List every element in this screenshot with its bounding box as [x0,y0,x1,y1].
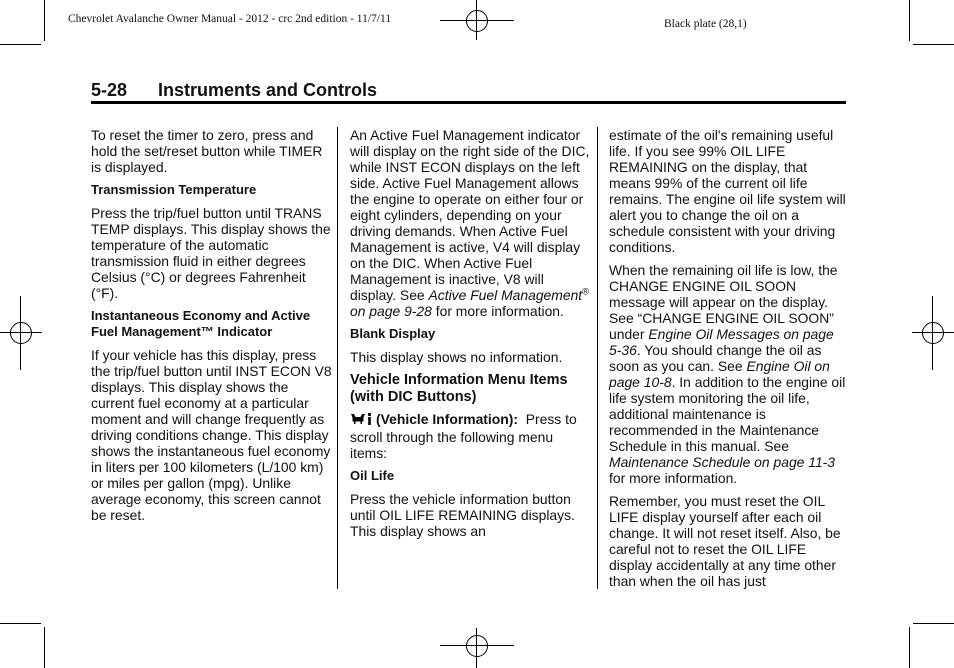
link-page: on page 9‑28 [350,303,432,319]
paragraph [350,127,590,319]
crop-mark [0,44,41,45]
subheading: Blank Display [350,326,436,341]
crop-mark [44,627,45,668]
paragraph: To reset the timer to zero, press and hold the set/reset button while TIMER is displayed. [91,127,323,175]
crop-mark [44,0,45,41]
paragraph: estimate of the oil's remaining useful life. If you see 99% OIL LIFE REMAINING on the display, that means 99% of the current oil life remains. The engine oil life system will alert you to change the oil on a schedule consistent with your driving conditions. [609,127,846,255]
crop-mark [913,623,954,624]
registration-mark-icon [0,296,42,370]
text: for more information. [609,470,738,486]
column-divider [337,127,338,589]
crop-mark [0,623,41,624]
text: An Active Fuel Management indicator will display on the right side of the DIC, while INST ECON displays on the left side. Active Fuel Management allows the engine to operate on either four or eight cylinders, depending on your driving demands. When Active Fuel Management is active, V4 will display on the DIC. When Active Fuel Management is inactive, V8 will display. See [350,127,590,303]
column-3 [609,127,851,596]
cross-reference-link[interactable]: Engine Oil on page 10‑8 [609,358,830,390]
plate-label: Black plate (28,1) [664,18,747,30]
menu-heading: Vehicle Information Menu Items (with DIC Buttons) [350,372,568,405]
paragraph: Press the vehicle information button until OIL LIFE REMAINING displays. This display shows an [350,491,575,539]
print-slug: Chevrolet Avalanche Owner Manual - 2012 - crc 2nd edition - 11/7/11 [68,13,392,25]
crop-mark [913,44,954,45]
crop-mark [909,627,910,668]
link-text: Active Fuel Management [428,287,583,303]
page-number: 5-28 [91,80,128,100]
cross-reference-link[interactable]: Maintenance Schedule on page 11‑3 [609,454,836,470]
text: When the remaining oil life is low, the CHANGE ENGINE OIL SOON message will appear on the display. See “CHANGE ENGINE OIL SOON” under [609,262,838,342]
text: . In addition to the engine oil life system monitoring the oil life, additional maintenance is recommended in the Maintenance Schedule in this manual. See [609,374,846,454]
subheading: Instantaneous Economy and Active Fuel Management™ Indicator [91,308,311,339]
paragraph [350,411,590,461]
text: for more information. [431,303,564,319]
paragraph: This display shows no information. [350,349,563,365]
section-heading [91,80,377,101]
registration-mark-icon [440,0,514,42]
registration-mark-icon [440,626,514,668]
registered-mark: ® [582,286,589,297]
subheading: Oil Life [350,468,395,483]
paragraph: Remember, you must reset the OIL LIFE display yourself after each oil change. It will not reset itself. Also, be careful not to reset the OIL LIFE display accidentally at any time other than when the oil has just [609,493,841,589]
subheading: Transmission Temperature [91,182,257,197]
bold-label: (Vehicle Information): [376,411,519,427]
text: . You should change the oil as soon as you can. See [609,342,822,374]
column-divider [597,127,598,589]
text: Press to scroll through the following menu items: [350,411,581,461]
header-rule [91,101,846,104]
column-1 [91,127,333,530]
paragraph [609,262,851,486]
vehicle-information-icon [350,412,373,429]
crop-mark [909,0,910,41]
cross-reference-link[interactable]: Engine Oil Messages on page 5‑36 [609,326,834,358]
column-2 [350,127,590,546]
paragraph: Press the trip/fuel button until TRANS TEMP displays. This display shows the temperature of the automatic transmission fluid in either degrees Celsius (°C) or degrees Fahrenheit (°F). [91,205,331,301]
paragraph: If your vehicle has this display, press the trip/fuel button until INST ECON V8 displays. This display shows the current fuel economy at a particular moment and will change frequently as driving conditions change. This display shows the instantaneous fuel economy in liters per 100 kilometers (L/100 km) or miles per gallon (mpg). Unlike average economy, this screen cannot be reset. [91,347,332,523]
section-title: Instruments and Controls [158,80,378,100]
registration-mark-icon [912,296,954,370]
